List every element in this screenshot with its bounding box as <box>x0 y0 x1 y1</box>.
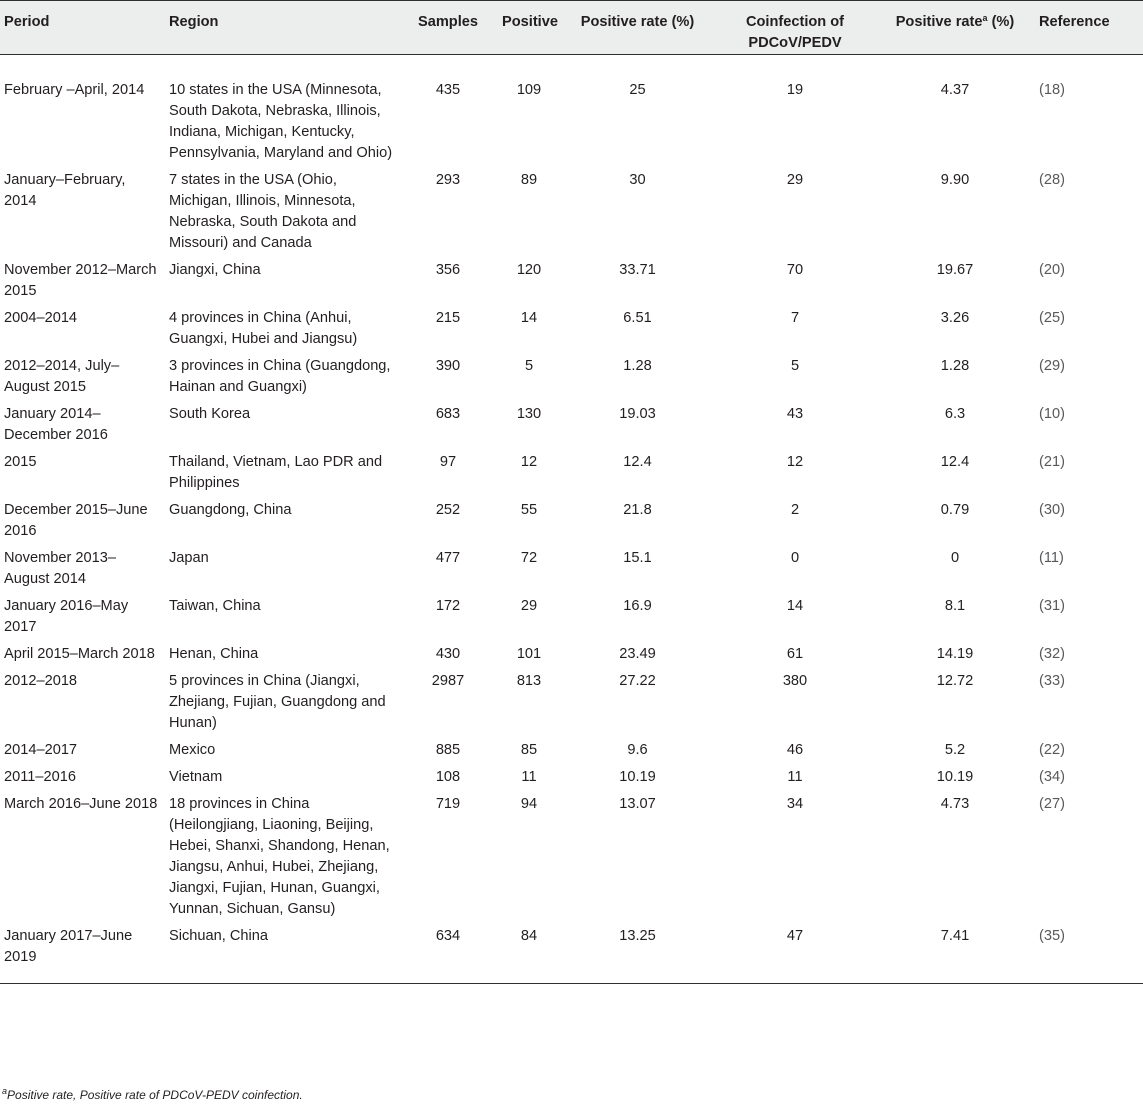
table-row <box>0 500 1143 548</box>
cell-coinfection-rate: 19.67 <box>936 262 974 278</box>
cell-coinfection: 34 <box>786 796 804 812</box>
cell-positive-rate: 15.1 <box>623 550 652 566</box>
cell-positive: 85 <box>520 742 538 758</box>
cell-positive: 5 <box>524 358 534 374</box>
cell-region: Thailand, Vietnam, Lao PDR and Philippines <box>169 454 383 491</box>
cell-samples: 2987 <box>431 673 465 689</box>
cell-samples: 885 <box>435 742 461 758</box>
table-row <box>0 926 1143 984</box>
cell-reference: (30) <box>1039 502 1065 518</box>
cell-coinfection-rate: 4.73 <box>940 796 970 812</box>
cell-coinfection: 11 <box>787 769 803 785</box>
cell-coinfection-rate: 1.28 <box>940 358 970 374</box>
cell-region: South Korea <box>169 406 251 422</box>
header-coinfection-rate-unit: (%) <box>987 14 1015 30</box>
cell-region: Taiwan, China <box>169 598 261 614</box>
cell-period: December 2015–June 2016 <box>4 502 148 539</box>
table-row <box>0 671 1143 740</box>
cell-coinfection: 0 <box>790 550 800 566</box>
cell-coinfection-rate: 0.79 <box>940 502 970 518</box>
cell-coinfection: 5 <box>790 358 800 374</box>
cell-reference: (33) <box>1039 673 1065 689</box>
cell-positive-rate: 19.03 <box>619 406 656 422</box>
cell-coinfection-rate: 4.37 <box>940 82 970 98</box>
cell-coinfection-rate: 5.2 <box>944 742 966 758</box>
cell-reference: (10) <box>1039 406 1065 422</box>
cell-period: January 2014–December 2016 <box>4 406 108 443</box>
table-footnote <box>2 1088 303 1102</box>
cell-region: Japan <box>169 550 209 566</box>
cell-coinfection-rate: 7.41 <box>940 928 970 944</box>
table-row <box>0 767 1143 794</box>
cell-positive-rate: 23.49 <box>619 646 656 662</box>
cell-period: February –April, 2014 <box>4 82 145 98</box>
header-coinfection: Coinfection of PDCoV/PEDV <box>715 1 875 55</box>
cell-reference: (28) <box>1039 172 1065 188</box>
cell-region: Vietnam <box>169 769 223 785</box>
cell-positive-rate: 27.22 <box>619 673 656 689</box>
cell-coinfection: 2 <box>790 502 800 518</box>
cell-region: 5 provinces in China (Jiangxi, Zhejiang, Fujian, Guangdong and Hunan) <box>169 673 386 731</box>
cell-positive-rate: 1.28 <box>623 358 652 374</box>
cell-positive: 89 <box>520 172 538 188</box>
cell-reference: (20) <box>1039 262 1065 278</box>
cell-reference: (27) <box>1039 796 1065 812</box>
header-coinfection-rate-label: Positive rate <box>895 14 983 30</box>
footnote-sup: a <box>2 1086 8 1096</box>
cell-coinfection: 61 <box>786 646 804 662</box>
cell-coinfection: 43 <box>786 406 804 422</box>
cell-coinfection-rate: 10.19 <box>936 769 974 785</box>
cell-coinfection: 46 <box>786 742 804 758</box>
cell-positive: 130 <box>516 406 542 422</box>
table-row <box>0 548 1143 596</box>
header-positive: Positive <box>498 1 560 55</box>
cell-period: March 2016–June 2018 <box>4 796 158 812</box>
cell-samples: 430 <box>435 646 461 662</box>
cell-samples: 435 <box>435 82 461 98</box>
cell-positive-rate: 10.19 <box>619 769 656 785</box>
cell-region: 7 states in the USA (Ohio, Michigan, Illinois, Minnesota, Nebraska, South Dakota and Missouri) and Canada <box>169 172 357 251</box>
table-row <box>0 260 1143 308</box>
cell-coinfection: 380 <box>782 673 808 689</box>
cell-positive-rate: 13.07 <box>619 796 656 812</box>
table-row <box>0 794 1143 926</box>
cell-period: 2012–2018 <box>4 673 78 689</box>
cell-samples: 356 <box>435 262 461 278</box>
cell-region: Guangdong, China <box>169 502 292 518</box>
table-row <box>0 55 1143 171</box>
cell-reference: (25) <box>1039 310 1065 326</box>
cell-period: 2004–2014 <box>4 310 78 326</box>
cell-coinfection-rate: 3.26 <box>940 310 970 326</box>
cell-samples: 108 <box>435 769 461 785</box>
cell-period: 2015 <box>4 454 37 470</box>
cell-positive: 11 <box>521 769 537 785</box>
cell-positive-rate: 6.51 <box>623 310 652 326</box>
header-row <box>0 1 1143 55</box>
cell-positive-rate: 16.9 <box>623 598 652 614</box>
footnote-text: Positive rate, Positive rate of PDCoV-PEDV coinfection. <box>7 1088 303 1102</box>
cell-reference: (29) <box>1039 358 1065 374</box>
cell-period: January 2016–May 2017 <box>4 598 129 635</box>
cell-reference: (18) <box>1039 82 1065 98</box>
cell-positive: 94 <box>520 796 538 812</box>
cell-positive-rate: 13.25 <box>619 928 656 944</box>
table-row <box>0 308 1143 356</box>
cell-period: 2011–2016 <box>4 769 76 785</box>
cell-samples: 252 <box>435 502 461 518</box>
cell-positive-rate: 33.71 <box>619 262 656 278</box>
cell-positive: 29 <box>520 598 538 614</box>
cell-region: Henan, China <box>169 646 259 662</box>
header-coinfection-rate <box>875 1 1035 55</box>
header-positive-rate: Positive rate (%) <box>560 1 715 55</box>
cell-period: April 2015–March 2018 <box>4 646 155 662</box>
table-row <box>0 596 1143 644</box>
table-body <box>0 55 1143 984</box>
cell-period: November 2013–August 2014 <box>4 550 116 587</box>
cell-region: 10 states in the USA (Minnesota, South Dakota, Nebraska, Illinois, Indiana, Michigan, Kentucky, Pennsylvania, Maryland and Ohio) <box>169 82 393 161</box>
table-row <box>0 356 1143 404</box>
footnote-marker: a <box>982 13 988 23</box>
cell-positive-rate: 21.8 <box>623 502 652 518</box>
cell-coinfection: 14 <box>786 598 804 614</box>
cell-reference: (21) <box>1039 454 1065 470</box>
cell-coinfection: 7 <box>790 310 800 326</box>
cell-period: November 2012–March 2015 <box>4 262 157 299</box>
cell-coinfection: 29 <box>786 172 804 188</box>
cell-reference: (22) <box>1039 742 1065 758</box>
cell-samples: 215 <box>435 310 461 326</box>
cell-coinfection-rate: 9.90 <box>940 172 970 188</box>
cell-coinfection: 19 <box>786 82 804 98</box>
cell-samples: 719 <box>435 796 461 812</box>
cell-reference: (32) <box>1039 646 1065 662</box>
cell-region: 3 provinces in China (Guangdong, Hainan and Guangxi) <box>169 358 391 395</box>
header-period: Period <box>0 1 165 55</box>
cell-samples: 390 <box>435 358 461 374</box>
cell-coinfection-rate: 8.1 <box>944 598 966 614</box>
cell-positive: 84 <box>520 928 538 944</box>
cell-region: 4 provinces in China (Anhui, Guangxi, Hubei and Jiangsu) <box>169 310 358 347</box>
cell-reference: (34) <box>1039 769 1065 785</box>
cell-coinfection-rate: 0 <box>950 550 960 566</box>
cell-coinfection-rate: 6.3 <box>944 406 966 422</box>
cell-reference: (31) <box>1039 598 1065 614</box>
cell-reference: (35) <box>1039 928 1065 944</box>
cell-coinfection: 47 <box>786 928 804 944</box>
cell-positive: 101 <box>516 646 542 662</box>
cell-samples: 634 <box>435 928 461 944</box>
cell-coinfection-rate: 12.4 <box>940 454 970 470</box>
cell-positive: 813 <box>516 673 542 689</box>
header-samples: Samples <box>398 1 498 55</box>
cell-positive: 72 <box>520 550 538 566</box>
cell-coinfection: 70 <box>786 262 804 278</box>
cell-period: 2012–2014, July–August 2015 <box>4 358 120 395</box>
cell-samples: 683 <box>435 406 461 422</box>
cell-samples: 172 <box>435 598 461 614</box>
header-reference: Reference <box>1035 1 1143 55</box>
cell-samples: 477 <box>435 550 461 566</box>
cell-region: Jiangxi, China <box>169 262 261 278</box>
table-row <box>0 170 1143 260</box>
cell-positive: 120 <box>516 262 542 278</box>
table-row <box>0 644 1143 671</box>
cell-positive-rate: 12.4 <box>623 454 652 470</box>
cell-period: January–February, 2014 <box>4 172 126 209</box>
cell-period: January 2017–June 2019 <box>4 928 133 965</box>
cell-period: 2014–2017 <box>4 742 78 758</box>
cell-region: Mexico <box>169 742 216 758</box>
table-row <box>0 452 1143 500</box>
cell-positive-rate: 25 <box>629 82 646 98</box>
cell-positive-rate: 9.6 <box>627 742 648 758</box>
table-row <box>0 404 1143 452</box>
table-row <box>0 740 1143 767</box>
cell-region: Sichuan, China <box>169 928 268 944</box>
cell-positive: 109 <box>516 82 542 98</box>
cell-coinfection-rate: 12.72 <box>936 673 974 689</box>
header-region: Region <box>165 1 398 55</box>
cell-coinfection: 12 <box>786 454 804 470</box>
cell-samples: 293 <box>435 172 461 188</box>
cell-coinfection-rate: 14.19 <box>936 646 974 662</box>
cell-region: 18 provinces in China (Heilongjiang, Liaoning, Beijing, Hebei, Shanxi, Shandong, Henan, Jiangsu, Anhui, Hubei, Zhejiang, Jiangxi, Fujian, Hunan, Guangxi, Yunnan, Sichuan, Gansu) <box>169 796 390 917</box>
cell-positive: 12 <box>520 454 538 470</box>
cell-positive: 14 <box>520 310 538 326</box>
cell-reference: (11) <box>1039 550 1064 566</box>
cell-positive-rate: 30 <box>629 172 646 188</box>
cell-positive: 55 <box>520 502 538 518</box>
cell-samples: 97 <box>439 454 457 470</box>
